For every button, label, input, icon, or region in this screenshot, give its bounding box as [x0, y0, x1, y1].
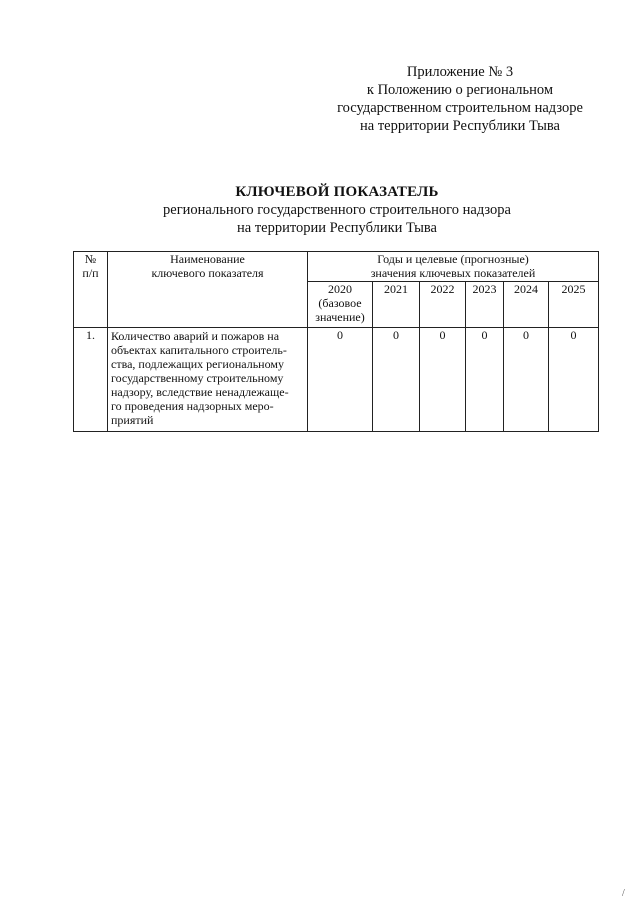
table-row — [74, 328, 599, 432]
indicator-name: Количество аварий и пожаров на объектах капитального строитель- ства, подлежащих региональному государственному строительному надзору, вследствие ненадлежаще- го проведения надзорных меро- приятий — [108, 328, 308, 432]
year-2024-header: 2024 — [504, 282, 549, 328]
year-2023-header: 2023 — [466, 282, 504, 328]
appendix-header — [335, 63, 585, 135]
header-indicator-name: Наименование ключевого показателя — [108, 252, 308, 328]
value-2021: 0 — [373, 328, 420, 432]
value-2022: 0 — [420, 328, 466, 432]
year-2022-header: 2022 — [420, 282, 466, 328]
title-main: КЛЮЧЕВОЙ ПОКАЗАТЕЛЬ — [235, 184, 439, 200]
table-header-row — [74, 252, 599, 282]
header-number: № п/п — [74, 252, 108, 328]
title-subtitle: на территории Республики Тыва — [237, 220, 437, 236]
indicator-table — [73, 251, 599, 432]
value-2020: 0 — [308, 328, 373, 432]
year-2020-header: 2020 (базовое значение) — [308, 282, 373, 328]
header-years: Годы и целевые (прогнозные) значения ключевых показателей — [308, 252, 599, 282]
row-number: 1. — [74, 328, 108, 432]
appendix-reference-line: на территории Республики Тыва — [360, 118, 560, 134]
scan-artifact-mark: / — [622, 888, 625, 899]
appendix-reference-line: к Положению о региональном — [366, 82, 554, 98]
value-2025: 0 — [549, 328, 599, 432]
year-2025-header: 2025 — [549, 282, 599, 328]
appendix-number: Приложение № 3 — [406, 64, 514, 80]
value-2024: 0 — [504, 328, 549, 432]
year-2021-header: 2021 — [373, 282, 420, 328]
title-subtitle: регионального государственного строительного надзора — [163, 202, 511, 218]
document-title — [0, 183, 640, 237]
value-2023: 0 — [466, 328, 504, 432]
appendix-reference-line: государственном строительном надзоре — [337, 100, 583, 116]
